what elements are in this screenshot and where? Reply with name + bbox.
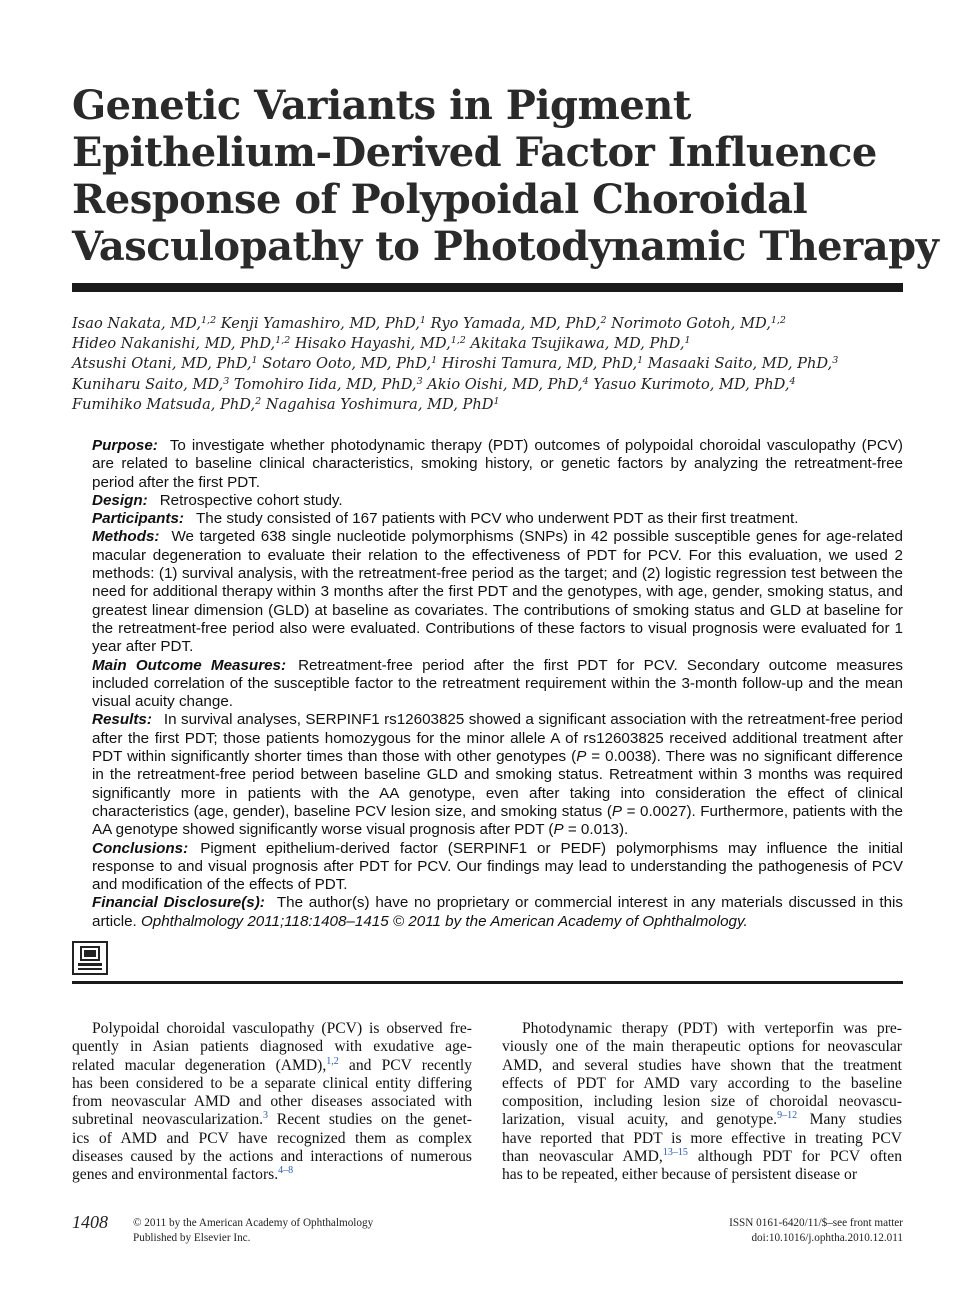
body-text: has been considered to be a separate clinical entity differing: [72, 1074, 472, 1092]
author-line: [72, 354, 903, 374]
reference-link[interactable]: 4–8: [278, 1165, 294, 1177]
title-line: Genetic Variants in Pigment: [72, 82, 691, 129]
affiliation-marker: 1: [493, 395, 500, 407]
body-text-line: [502, 1020, 902, 1038]
author-name: Akitaka Tsujikawa, MD, PhD,: [465, 335, 685, 353]
body-text-line: [72, 1038, 472, 1056]
p-value-label: P: [611, 802, 623, 820]
body-text: AMD, and several studies have shown that the treatment: [502, 1056, 902, 1074]
affiliation-marker: 1: [431, 355, 438, 367]
section-heading: Participants:: [92, 510, 184, 528]
article-title: [72, 82, 939, 270]
section-heading: Main Outcome Measures:: [92, 656, 287, 674]
body-text: from neovascular AMD and other diseases associated with: [72, 1093, 472, 1111]
affiliation-marker: 1: [637, 355, 644, 367]
author-name: Isao Nakata, MD,: [72, 315, 201, 332]
section-heading: Design:: [92, 491, 148, 509]
title-line: Vasculopathy to Photodynamic Therapy: [72, 223, 939, 270]
body-text: although PDT for PCV often: [687, 1148, 902, 1166]
affiliation-marker: 1,2: [770, 315, 786, 326]
abstract-conclusions: [72, 840, 903, 895]
section-heading: Financial Disclosure(s):: [92, 894, 265, 912]
body-text: than neovascular AMD,: [502, 1148, 663, 1166]
affiliation-marker: 1,2: [275, 335, 291, 347]
affiliation-marker: 1,2: [201, 315, 217, 326]
p-value-label: P: [576, 748, 587, 766]
section-text: To investigate whether photodynamic therapy (PDT) outcomes of polypoidal choroidal vasculopathy (PCV) are related to baseline clinical characteristics, smoking history, or genetic factors by analyzing the retreatment-free period after the first PDT.: [92, 437, 903, 491]
body-text: composition, including lesion size of choroidal neovascu-: [502, 1093, 902, 1111]
body-text: larization, visual acuity, and genotype.: [502, 1111, 778, 1129]
author-name: Akio Oishi, MD, PhD,: [422, 375, 583, 393]
author-name: Tomohiro Iida, MD, PhD,: [229, 375, 417, 393]
affiliation-marker: 3: [416, 375, 423, 387]
reference-link[interactable]: 9–12: [777, 1110, 798, 1122]
section-text: We targeted 638 single nucleotide polymorphisms (SNPs) in 42 possible susceptible genes for age-related macular degeneration to evaluate their relation to the effectiveness of PDT for PCV. For this evaluation, we used 2 methods: (1) survival analysis, with the retreatment-free period as the target; and (2) logistic regression test between the need for additional therapy within 3 months after the first PDT and the genotypes, with age, gender, smoking status, and greatest linear dimension (GLD) at baseline as covariates. The contributions of smoking status and GLD at baseline for the retreatment-free period also were evaluated. Contributions of these factors to visual prognosis were evaluated for 1 year after PDT.: [92, 528, 903, 656]
body-text-line: [502, 1130, 902, 1148]
body-text: viously one of the main therapeutic options for neovascular: [502, 1038, 902, 1056]
author-line: [72, 395, 903, 415]
body-text-line: [72, 1093, 472, 1111]
affiliation-marker: 2: [600, 315, 607, 326]
reference-link[interactable]: 13–15: [662, 1147, 688, 1159]
abstract-disclosure: [72, 894, 903, 931]
author-line: [72, 314, 903, 334]
body-text: Many studies: [797, 1111, 902, 1129]
section-text: = 0.013).: [563, 821, 629, 839]
affiliation-marker: 3: [223, 375, 230, 387]
section-text: The author(s) have no proprietary or commercial interest in any materials discussed in this article.: [92, 894, 903, 930]
author-name: Hiroshi Tamura, MD, PhD,: [437, 355, 638, 373]
body-text-line: [72, 1020, 472, 1038]
affiliation-marker: 1: [251, 355, 258, 367]
body-text-line: [502, 1148, 902, 1166]
computer-icon[interactable]: [72, 941, 108, 975]
body-text: quently in Asian patients diagnosed with exudative age-: [72, 1038, 472, 1056]
section-heading: Conclusions:: [92, 839, 189, 857]
section-text: = 0.0038). There was no significant difference in the retreatment-free period between baseline GLD and smoking status. Retreatment within 3 months was required significantly more in patients with the AA genotype, even after taking into consideration the effect of clinical characteristics (age, gender), baseline PCV lesion size, and smoking status (: [92, 748, 903, 820]
body-text-line: [72, 1130, 472, 1148]
body-text: genes and environmental factors.: [72, 1166, 279, 1184]
author-name: Atsushi Otani, MD, PhD,: [72, 355, 252, 373]
body-text-line: [502, 1038, 902, 1056]
body-text: related macular degeneration (AMD),: [72, 1056, 327, 1074]
author-name: Kuniharu Saito, MD,: [72, 375, 224, 393]
author-name: Hisako Hayashi, MD,: [290, 335, 451, 353]
abstract: [72, 437, 903, 931]
abstract-design: [72, 492, 903, 510]
title-line: Response of Polypoidal Choroidal: [72, 176, 808, 223]
section-heading: Results:: [92, 711, 152, 729]
abstract-results: [72, 711, 903, 839]
author-name: Sotaro Ooto, MD, PhD,: [257, 355, 432, 373]
body-text-line: [72, 1057, 472, 1075]
section-text: The study consisted of 167 patients with PCV who underwent PDT as their first treatment.: [196, 510, 799, 528]
body-text: Polypoidal choroidal vasculopathy (PCV) is observed fre-: [92, 1020, 472, 1037]
body-column-left: [72, 1020, 472, 1185]
reference-link[interactable]: 1,2: [326, 1055, 339, 1067]
section-text: Retrospective cohort study.: [159, 491, 343, 509]
body-text-line: [72, 1111, 472, 1129]
body-text: diseases caused by the actions and interactions of numerous: [72, 1148, 472, 1166]
copyright-text: © 2011 by the American Academy of Ophthalmology: [133, 1217, 374, 1229]
issn-block: [729, 1216, 903, 1246]
body-text: Recent studies on the genet-: [268, 1111, 472, 1129]
author-name: Hideo Nakanishi, MD, PhD,: [72, 335, 276, 353]
issn-text: ISSN 0161-6420/11/$–see front matter: [729, 1217, 903, 1229]
body-text-line: [502, 1057, 902, 1075]
author-list: [72, 314, 903, 415]
abstract-methods: [72, 528, 903, 656]
author-name: Fumihiko Matsuda, PhD,: [72, 395, 256, 413]
body-text-line: [502, 1111, 902, 1129]
affiliation-marker: 1: [684, 335, 691, 347]
body-text: effects of PDT for AMD vary according to the baseline: [502, 1074, 902, 1092]
body-text-line: [502, 1166, 902, 1184]
affiliation-marker: 1: [419, 315, 426, 326]
affiliation-marker: 4: [582, 375, 589, 387]
affiliation-marker: 3: [832, 355, 839, 367]
section-heading: Purpose:: [92, 437, 158, 454]
title-divider: [72, 283, 903, 292]
author-line: [72, 334, 903, 354]
abstract-outcome-measures: [72, 657, 903, 712]
author-name: Ryo Yamada, MD, PhD,: [425, 315, 601, 332]
section-text: In survival analyses, SERPINF1 rs12603825 showed a significant association with the retreatment-free period after the first PDT; those patients homozygous for the minor allele A of rs12603825 received additional treatment after PDT within significantly shorter times than those with other genotypes (: [92, 711, 903, 766]
body-text-line: [72, 1148, 472, 1166]
reference-link[interactable]: 3: [263, 1110, 269, 1122]
author-name: Masaaki Saito, MD, PhD,: [643, 355, 833, 373]
affiliation-marker: 4: [789, 375, 796, 387]
affiliation-marker: 1,2: [450, 335, 466, 347]
author-name: Nagahisa Yoshimura, MD, PhD: [261, 395, 494, 413]
doi-link[interactable]: doi:10.1016/j.ophtha.2010.12.011: [751, 1232, 903, 1244]
p-value-label: P: [553, 821, 564, 839]
abstract-participants: [72, 510, 903, 528]
author-name: Norimoto Gotoh, MD,: [606, 315, 771, 332]
body-text: Photodynamic therapy (PDT) with verteporfin was pre-: [522, 1020, 902, 1037]
section-text: Pigment epithelium-derived factor (SERPINF1 or PEDF) polymorphisms may influence the initial response to and visual prognosis after PDT for PCV. Our findings may lead to understanding the pathogenesis of PCV and modification of the effects of PDT.: [92, 839, 903, 894]
body-text: and PCV recently: [338, 1056, 473, 1074]
body-text-line: [502, 1093, 902, 1111]
affiliation-marker: 2: [255, 395, 262, 407]
body-text-line: [72, 1166, 472, 1184]
body-text-line: [502, 1075, 902, 1093]
abstract-divider: [72, 981, 903, 984]
abstract-purpose: [72, 437, 903, 492]
body-text: ics of AMD and PCV have recognized them as complex: [72, 1129, 472, 1147]
title-line: Epithelium-Derived Factor Influence: [72, 129, 877, 176]
section-text: Retreatment-free period after the first PDT for PCV. Secondary outcome measures included correlation of the susceptible factor to the retreatment requirement within the 3-month follow-up and the mean visual acuity change.: [92, 656, 903, 711]
body-text: subretinal neovascularization.: [72, 1111, 264, 1129]
body-text-line: [72, 1075, 472, 1093]
section-heading: Methods:: [92, 528, 160, 546]
body-text: has to be repeated, either because of persistent disease or: [502, 1166, 858, 1184]
citation: Ophthalmology 2011;118:1408–1415 © 2011 by the American Academy of Ophthalmology.: [140, 912, 748, 930]
body-text: have reported that PDT is more effective in treating PCV: [502, 1129, 902, 1147]
section-text: = 0.0027). Furthermore, patients with the AA genotype showed significantly worse visual prognosis after PDT (: [92, 802, 903, 839]
author-name: Kenji Yamashiro, MD, PhD,: [216, 315, 420, 332]
copyright-block: [133, 1216, 373, 1246]
author-line: [72, 375, 903, 395]
page-number: 1408: [72, 1212, 108, 1232]
publisher-text: Published by Elsevier Inc.: [133, 1232, 251, 1244]
author-name: Yasuo Kurimoto, MD, PhD,: [588, 375, 790, 393]
body-column-right: [502, 1020, 902, 1185]
